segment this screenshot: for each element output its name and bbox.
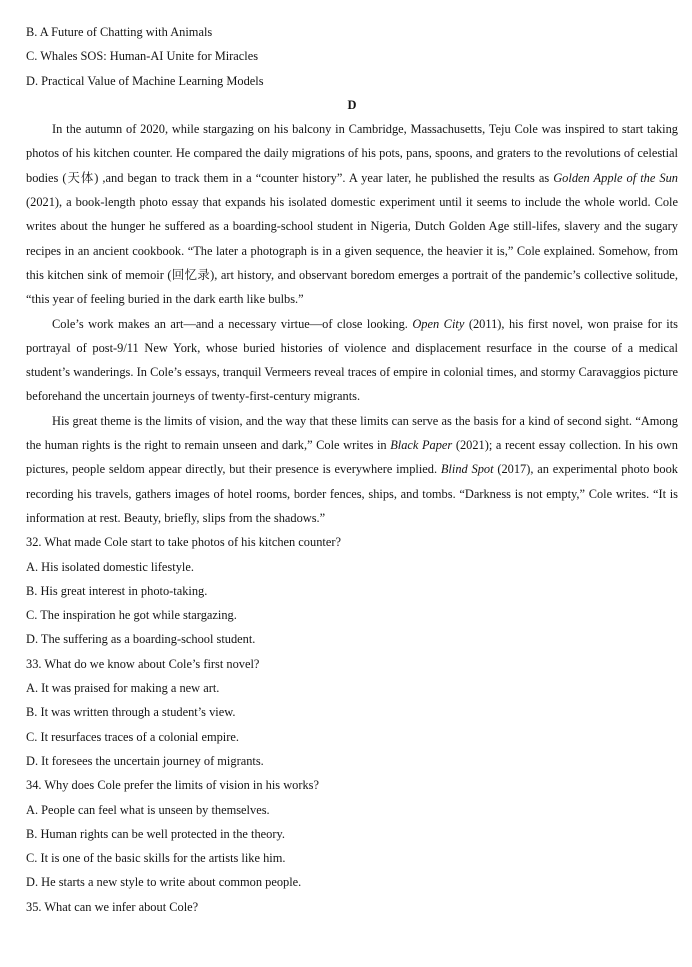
book-title: Blind Spot [440,462,494,477]
paragraph-text: (2017), an experimental photo book recording his travels, gathers images of hotel rooms, border fences, ships, and tombs. “Darkness is not empty,” Cole writes. “It is information at rest. Beauty, briefly, slips from the shadows.” [26,462,678,525]
question-33 [26,652,678,773]
option-line: B. A Future of Chatting with Animals [26,25,213,39]
paragraph-text: In the autumn of 2020, while stargazing on his balcony in Cambridge, Massachusetts, Teju Cole was inspired to start taking photos of his kitchen counter. He compared the daily migrations of his pots, pans, spoons, and graters to the revolutions of celestial bodies (天体) ,and began to track them in a “counter history”. A year later, he published the results as [26,122,678,185]
answer-option: B. His great interest in photo-taking. [26,583,208,598]
question-stem: 35. What can we infer about Cole? [26,899,199,914]
book-title: Black Paper [390,438,453,453]
option-line: C. Whales SOS: Human-AI Unite for Miracles [26,49,259,64]
question-32 [26,530,678,651]
answer-option: C. It resurfaces traces of a colonial empire. [26,729,239,744]
passage-label: D [347,97,357,112]
document-page [26,20,678,919]
question-35 [26,895,678,919]
answer-option: A. People can feel what is unseen by themselves. [26,802,270,817]
question-stem: 32. What made Cole start to take photos of his kitchen counter? [26,535,341,550]
passage-paragraph [26,409,678,530]
book-title: Golden Apple of the Sun [553,170,679,185]
passage-paragraph [26,312,678,409]
answer-option: C. The inspiration he got while stargazing. [26,608,237,623]
paragraph-text: Cole’s work makes an art—and a necessary virtue—of close looking. [52,316,413,331]
paragraph-text: His great theme is the limits of vision, and the way that these limits can serve as the basis for a kind of second sight. “Among the human rights is the right to remain unseen and dark,” Cole writes in [26,413,678,453]
question-34 [26,773,678,894]
question-stem: 34. Why does Cole prefer the limits of vision in his works? [26,778,319,793]
answer-option: A. His isolated domestic lifestyle. [26,559,194,574]
paragraph-text: (2021), a book-length photo essay that expands his isolated domestic experiment until it seems to include the whole world. Cole writes about the hunger he suffered as a boarding-school student in Nigeria, Dutch Golden Age still-lifes, slavery and the sugary recipes in an ancient cookbook. “The later a photograph is in a given sequence, the heavier it is,” Cole explained. Somehow, from this kitchen sink of memoir (回忆录), art history, and observant boredom emerges a portrait of the pandemic’s collective solitude, “this year of feeling buried in the dark earth like bulbs.” [26,195,678,307]
answer-option: D. It foresees the uncertain journey of migrants. [26,753,264,768]
book-title: Open City [412,316,465,331]
question-stem: 33. What do we know about Cole’s first novel? [26,656,260,671]
option-line: D. Practical Value of Machine Learning Models [26,73,264,88]
answer-option: D. The suffering as a boarding-school student. [26,632,256,647]
paragraph-text: (2021); a recent essay collection. In his own pictures, people seldom appear directly, but their presence is everywhere implied. [26,438,678,477]
passage-paragraph [26,117,678,311]
answer-option: B. It was written through a student’s view. [26,705,236,720]
answer-option: C. It is one of the basic skills for the artists like him. [26,851,286,866]
answer-option: D. He starts a new style to write about common people. [26,875,302,890]
paragraph-text: (2011), his first novel, won praise for its portrayal of post-9/11 New York, whose buried histories of violence and displacement resurface in the course of a medical student’s wanderings. In Cole’s essays, tranquil Vermeers reveal traces of empire in colonial times, and stormy Caravaggios picture beforehand the uncertain journeys of twenty-first-century migrants. [26,316,679,404]
answer-option: B. Human rights can be well protected in the theory. [26,826,285,841]
answer-option: A. It was praised for making a new art. [26,681,220,696]
